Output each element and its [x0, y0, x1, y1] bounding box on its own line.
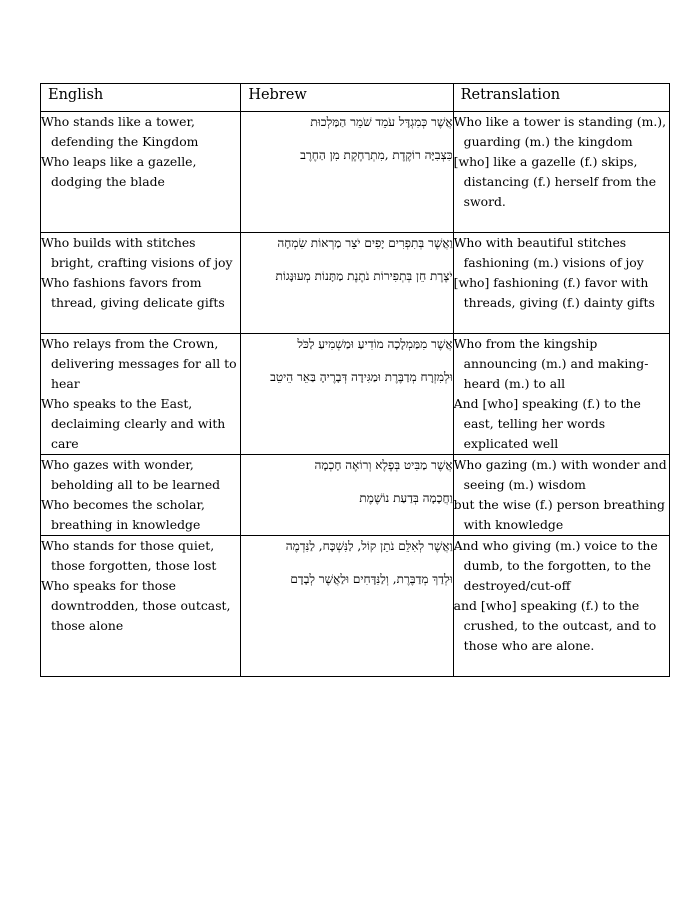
english-cell [41, 536, 241, 677]
english-cell [41, 455, 241, 536]
hebrew-line: וּלְמִזְרָח מְדַבֶּרֶת וּמַגִּידָה דְּבָרֶיהָ בַּאֵר הֵיטֵב [270, 370, 453, 384]
header-row [41, 84, 670, 112]
hebrew-cell [241, 334, 453, 455]
hebrew-cell [241, 455, 453, 536]
header-hebrew: Hebrew [241, 84, 453, 112]
hebrew-line: אֲשֶׁר מַבִּיט בְּפֶלֶא וְרוֹאֶה חָכְמָה [314, 458, 453, 472]
english-line: Who leaps like a gazelle, dodging the blade [41, 154, 197, 189]
table-row [41, 536, 670, 677]
retranslation-line: [who] fashioning (f.) favor with threads, giving (f.) dainty gifts [453, 275, 655, 310]
translation-table [40, 83, 670, 677]
english-line: Who speaks for those downtrodden, those outcast, those alone [41, 578, 231, 633]
english-line: Who stands like a tower, defending the Kingdom [41, 114, 199, 149]
english-cell [41, 233, 241, 334]
hebrew-cell [241, 233, 453, 334]
english-line: Who becomes the scholar, breathing in knowledge [41, 497, 205, 532]
table-row [41, 112, 670, 233]
retranslation-cell [453, 536, 669, 677]
hebrew-line: אֲשֶׁר כְּמִגְדָּל עֹמֵד שֹׁמֵר הַמַּלְכוּת [310, 115, 453, 129]
hebrew-line: יֹצֶרֶת חֵן בְּתְפִירוֹת נֹתֶנֶת מַתָּנוֹת מְעוּנָּגוֹת [275, 269, 453, 283]
retranslation-cell [453, 334, 669, 455]
header-english: English [41, 84, 241, 112]
retranslation-line: And [who] speaking (f.) to the east, telling her words explicated well [453, 396, 641, 451]
hebrew-line: וּלְדַךְ מְדַבֶּרֶת, וְלַנִּדָּחִים וּלַאֲשֶׁר לְבָדָם [290, 572, 453, 586]
retranslation-cell [453, 455, 669, 536]
retranslation-cell [453, 233, 669, 334]
english-line: Who gazes with wonder, beholding all to be learned [41, 457, 221, 492]
english-line: Who builds with stitches bright, crafting visions of joy [41, 235, 233, 270]
retranslation-line: Who with beautiful stitches fashioning (m.) visions of joy [453, 235, 644, 270]
english-cell [41, 334, 241, 455]
table-row [41, 455, 670, 536]
retranslation-line: Who from the kingship announcing (m.) and making-heard (m.) to all [453, 336, 649, 391]
english-line: Who fashions favors from thread, giving delicate gifts [41, 275, 225, 310]
retranslation-line: And who giving (m.) voice to the dumb, to the forgotten, to the destroyed/cut-off [453, 538, 658, 593]
hebrew-cell [241, 536, 453, 677]
retranslation-line: and [who] speaking (f.) to the crushed, to the outcast, and to those who are alone. [453, 598, 657, 653]
retranslation-cell [453, 112, 669, 233]
hebrew-line: וַאֲשֶׁר בְּתִפְרִים יָפִים יֹצֵר מַרְאוֹת שִׂמְחָה [277, 236, 453, 250]
retranslation-line: Who gazing (m.) with wonder and seeing (m.) wisdom [453, 457, 667, 492]
hebrew-line: וַאֲשֶׁר לְאִלֵּם נֹתֵן קוֹל, לַנִּשְׁכָּח, לַנִּדְמֶה [285, 539, 453, 553]
hebrew-cell [241, 112, 453, 233]
header-retranslation: Retranslation [453, 84, 669, 112]
hebrew-line: כִּצְבִיָּה רוֹקֶדֶת ,מִתְרַחֶקֶת מִן הַחֶרֶב [300, 148, 453, 162]
retranslation-line: Who like a tower is standing (m.), guarding (m.) the kingdom [453, 114, 667, 149]
english-line: Who speaks to the East, declaiming clearly and with care [41, 396, 226, 451]
table-row [41, 233, 670, 334]
english-cell [41, 112, 241, 233]
retranslation-line: [who] like a gazelle (f.) skips, distancing (f.) herself from the sword. [453, 154, 657, 209]
hebrew-line: וַחֲכָמָה בְּדַעַת נוֹשֶׁמֶת [359, 491, 453, 505]
english-line: Who stands for those quiet, those forgotten, those lost [41, 538, 217, 573]
hebrew-line: אֲשֶׁר מִמַּמְלָכָה מוֹדִיעַ וּמַשְׁמִיעַ לַכֹּל [297, 337, 453, 351]
retranslation-line: but the wise (f.) person breathing with knowledge [453, 497, 665, 532]
table-row [41, 334, 670, 455]
english-line: Who relays from the Crown, delivering messages for all to hear [41, 336, 237, 391]
